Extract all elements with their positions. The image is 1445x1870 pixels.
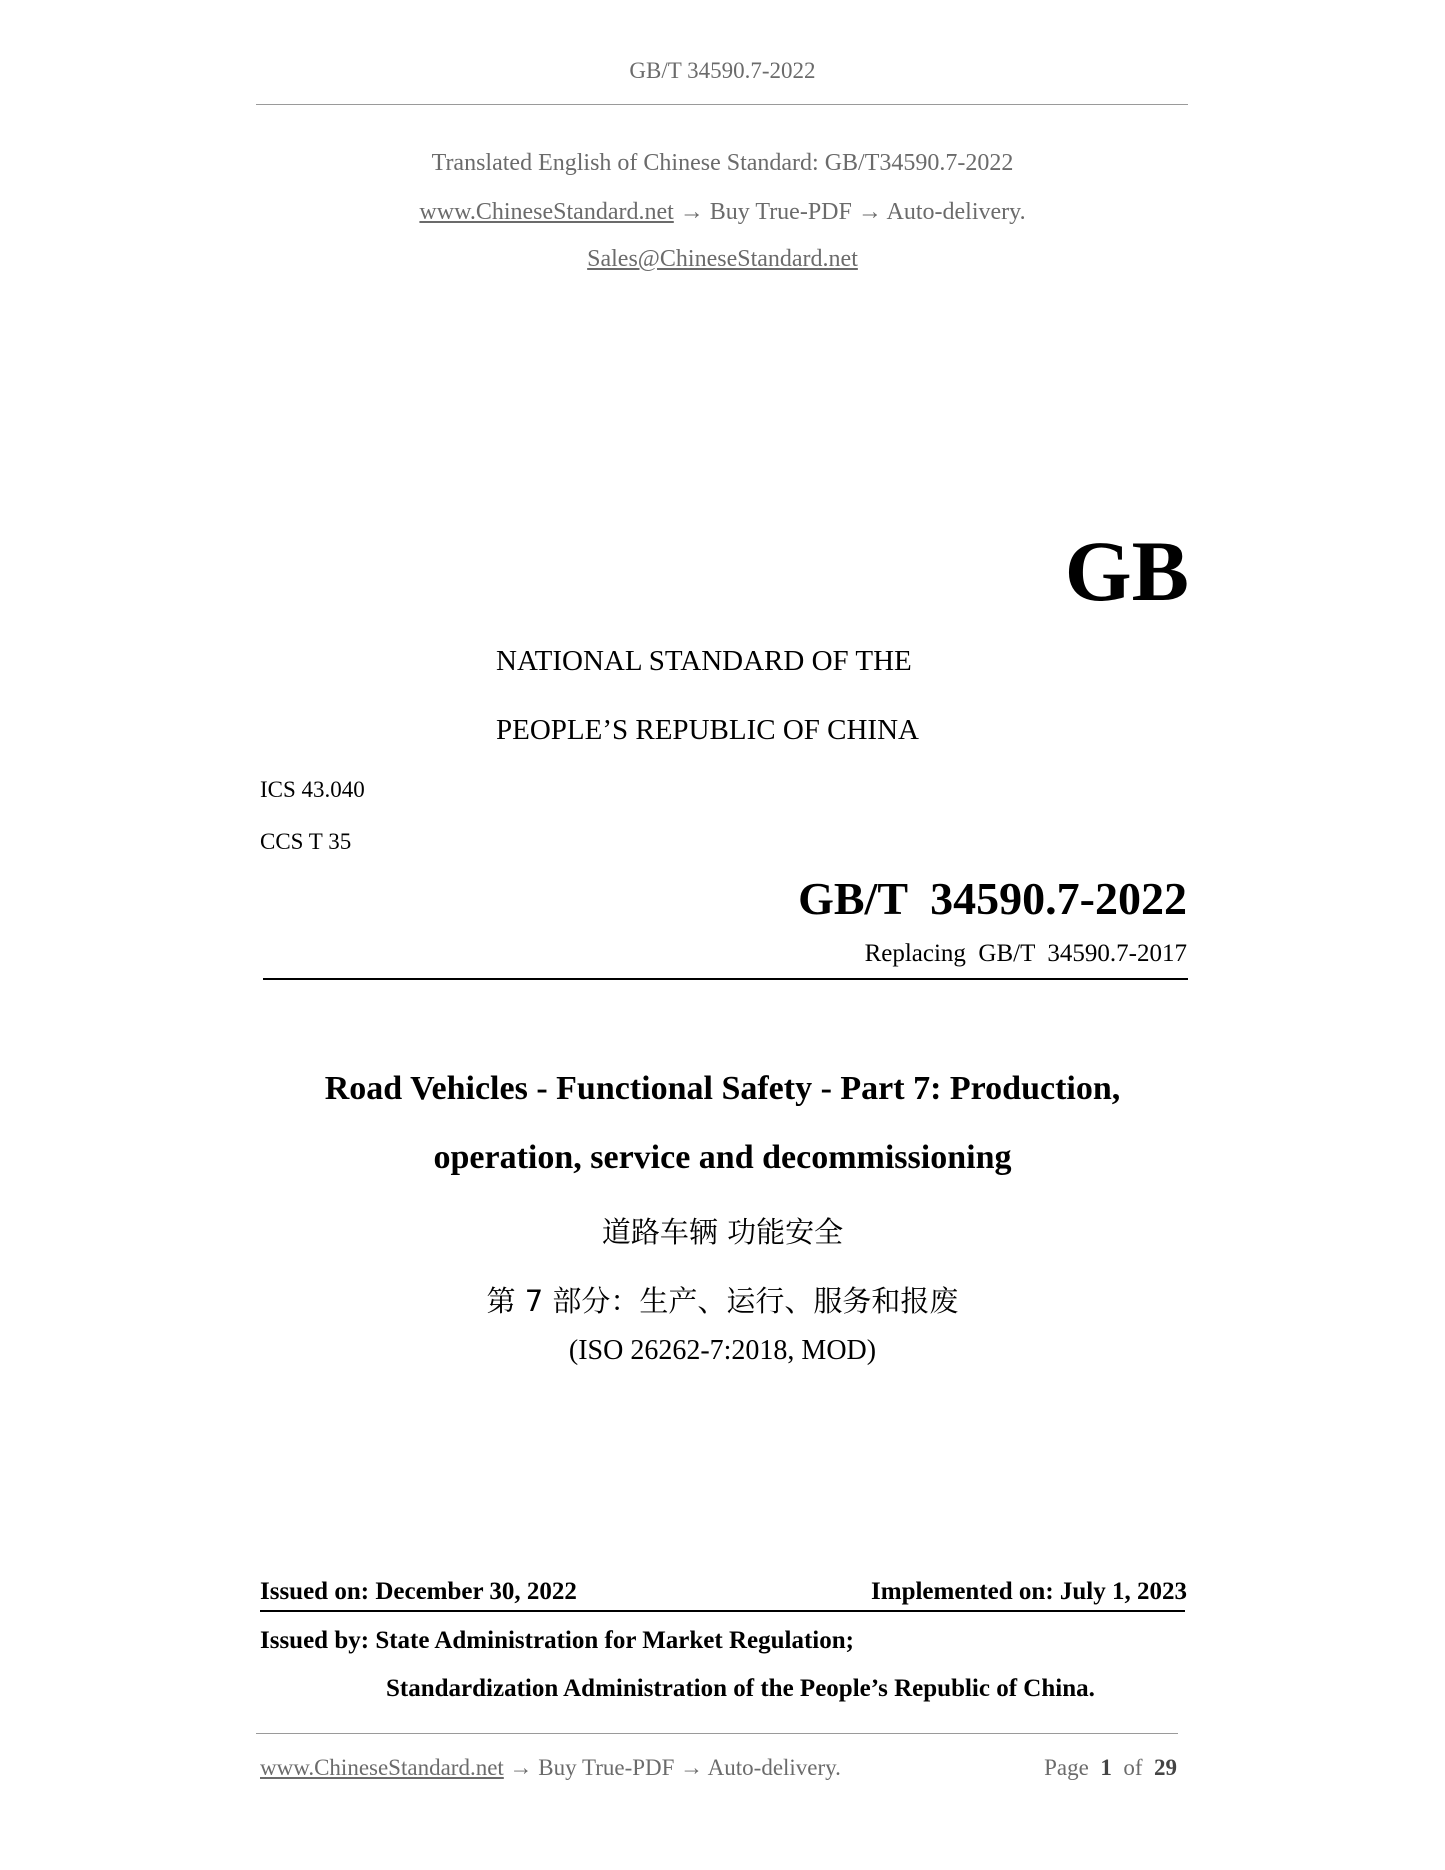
site-link[interactable]: www.ChineseStandard.net	[419, 199, 674, 225]
footer-site-link[interactable]: www.ChineseStandard.net	[260, 1755, 504, 1780]
footer-purchase-line	[260, 1755, 841, 1781]
replacing-note: Replacing GB/T 34590.7-2017	[864, 940, 1187, 967]
issued-on: Issued on: December 30, 2022	[260, 1578, 577, 1605]
gb-mark: GB	[1064, 523, 1189, 619]
title-cn-line2: 第 7 部分：生产、运行、服务和报废	[486, 1284, 959, 1318]
title-en-line1: Road Vehicles - Functional Safety - Part 7: Production,	[324, 1070, 1121, 1107]
page-of: of	[1123, 1755, 1143, 1780]
page-indicator	[1044, 1755, 1177, 1781]
ics-code: ICS 43.040	[260, 777, 365, 802]
issued-by-line2: Standardization Administration of the People’s Republic of China.	[386, 1675, 1095, 1702]
email-link[interactable]: Sales@ChineseStandard.net	[587, 246, 858, 272]
email-line	[0, 246, 1445, 273]
issue-date-rule	[260, 1610, 1185, 1612]
running-header: GB/T 34590.7-2022	[629, 58, 816, 83]
implemented-on: Implemented on: July 1, 2023	[871, 1578, 1187, 1605]
title-cn-line1: 道路车辆 功能安全	[601, 1215, 844, 1249]
page-label: Page	[1044, 1755, 1089, 1780]
standard-number-rule	[263, 978, 1188, 980]
page-total: 29	[1154, 1755, 1177, 1780]
header-rule	[256, 104, 1188, 105]
footer-buy-text: → Buy True-PDF → Auto-delivery.	[503, 1755, 841, 1780]
translation-notice: Translated English of Chinese Standard: GB/T34590.7-2022	[431, 150, 1014, 176]
issued-by-line1: Issued by: State Administration for Market Regulation;	[260, 1627, 854, 1654]
title-en-line2: operation, service and decommissioning	[433, 1139, 1012, 1176]
buy-text: → Buy True-PDF → Auto-delivery.	[673, 199, 1026, 225]
footer-rule	[256, 1733, 1178, 1734]
iso-reference: (ISO 26262-7:2018, MOD)	[568, 1335, 877, 1366]
standard-number: GB/T 34590.7-2022	[798, 873, 1187, 924]
purchase-line	[0, 199, 1445, 226]
national-standard-line1: NATIONAL STANDARD OF THE	[496, 645, 912, 677]
page-current: 1	[1100, 1755, 1112, 1780]
ccs-code: CCS T 35	[260, 829, 352, 854]
national-standard-line2: PEOPLE’S REPUBLIC OF CHINA	[496, 714, 919, 746]
